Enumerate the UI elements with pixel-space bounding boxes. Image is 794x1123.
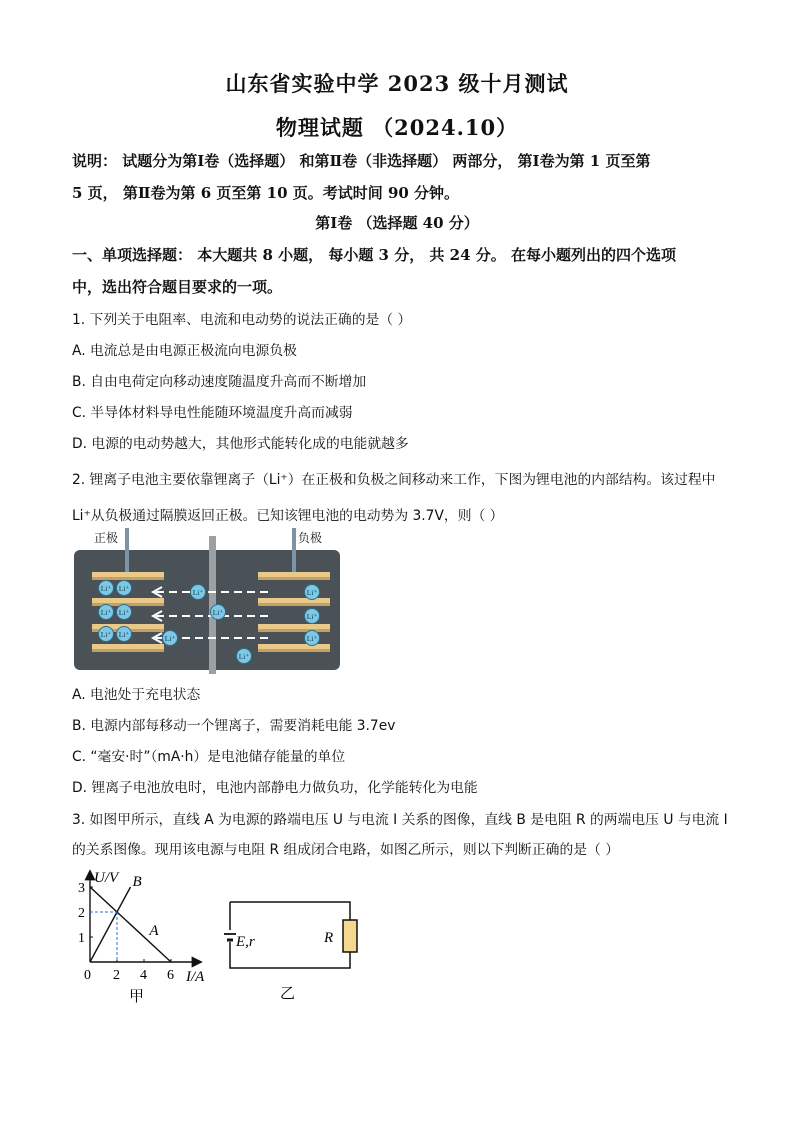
lithium-ion — [163, 631, 178, 646]
lithium-ion — [117, 605, 132, 620]
intro-line-2: 5 页， 第Ⅱ卷为第 6 页至第 10 页。考试时间 90 分钟。 — [72, 184, 460, 202]
source-label: E,r — [236, 934, 255, 950]
lithium-ion — [305, 585, 320, 600]
question-2-option-c: C. “毫安·时”（mA·h）是电池储存能量的单位 — [72, 749, 346, 765]
lithium-ion-label: Li⁺ — [212, 608, 224, 617]
x-axis-label: I/A — [186, 969, 205, 985]
question-1-option-d: D. 电源的电动势越大，其他形式能转化成的电能就越多 — [72, 436, 409, 452]
lithium-ion — [117, 581, 132, 596]
positive-electrode-label: 正极 — [94, 531, 119, 545]
graph-caption: 甲 — [129, 989, 145, 1004]
y-axis-label: U/V — [94, 870, 119, 886]
lithium-ion-label: Li⁺ — [100, 630, 112, 639]
lithium-ion — [211, 605, 226, 620]
lithium-ion-label: Li⁺ — [100, 584, 112, 593]
lithium-ion — [117, 627, 132, 642]
question-2-option-d: D. 锂离子电池放电时，电池内部静电力做负功，化学能转化为电能 — [72, 780, 478, 796]
lithium-ion — [99, 605, 114, 620]
part-heading-line-2: 中，选出符合题目要求的一项。 — [72, 278, 283, 296]
lithium-ion — [191, 585, 206, 600]
circuit-caption: 乙 — [280, 986, 296, 1002]
question-3-stem-line-2: 的关系图像。现用该电源与电阻 R 组成闭合电路，如图乙所示，则以下判断正确的是（ ） — [72, 842, 620, 858]
line-a-label: A — [149, 922, 159, 939]
question-1-option-c: C. 半导体材料导电性能随环境温度升高而减弱 — [72, 405, 353, 421]
lithium-ion — [99, 581, 114, 596]
lithium-ion — [99, 627, 114, 642]
y-tick-label: 2 — [78, 906, 85, 921]
lithium-ion-label: Li⁺ — [238, 652, 250, 661]
section-heading: 第Ⅰ卷 （选择题 40 分） — [315, 214, 479, 232]
resistor-label: R — [324, 930, 334, 946]
lithium-ion-label: Li⁺ — [306, 588, 318, 597]
lithium-ion-label: Li⁺ — [164, 634, 176, 643]
part-heading-line-1: 一、单项选择题： 本大题共 8 小题， 每小题 3 分， 共 24 分。 在每小题列出的四个选项 — [72, 246, 676, 264]
x-tick-label: 0 — [84, 968, 91, 983]
lithium-ion-label: Li⁺ — [100, 608, 112, 617]
lithium-ion — [237, 649, 252, 664]
lithium-ion-label: Li⁺ — [118, 584, 130, 593]
lithium-ion-label: Li⁺ — [306, 634, 318, 643]
lithium-ion — [305, 631, 320, 646]
exam-title: 山东省实验中学 2023 级十月测试 — [225, 71, 569, 96]
question-1-stem: 1. 下列关于电阻率、电流和电动势的说法正确的是（ ） — [72, 312, 412, 328]
resistor-r — [343, 920, 357, 952]
x-tick-label: 2 — [113, 968, 120, 983]
question-1-option-a: A. 电流总是由电源正极流向电源负极 — [72, 343, 297, 359]
negative-electrode-label: 负极 — [298, 531, 323, 545]
lithium-ion-label: Li⁺ — [118, 630, 130, 639]
battery-structure-figure — [72, 528, 344, 674]
question-2-option-a: A. 电池处于充电状态 — [72, 687, 201, 703]
question-1-option-b: B. 自由电荷定向移动速度随温度升高而不断增加 — [72, 374, 367, 390]
lithium-ion-label: Li⁺ — [192, 588, 204, 597]
line-b-label: B — [132, 874, 142, 890]
circuit-figure — [220, 890, 360, 1002]
y-tick-label: 1 — [78, 931, 85, 946]
question-2-stem-line-1: 2. 锂离子电池主要依靠锂离子（Li⁺）在正极和负极之间移动来工作，下图为锂电池的内部结构。该过程中 — [72, 472, 716, 488]
x-tick-label: 4 — [140, 968, 147, 983]
exam-subtitle: 物理试题 （2024.10） — [275, 115, 519, 140]
intro-line-1: 说明： 试题分为第Ⅰ卷（选择题） 和第Ⅱ卷（非选择题） 两部分， 第Ⅰ卷为第 1 页至第 — [72, 152, 651, 170]
series-line-b — [90, 887, 131, 962]
y-tick-label: 3 — [78, 881, 85, 896]
lithium-ion-label: Li⁺ — [118, 608, 130, 617]
ui-graph-figure — [70, 864, 220, 1004]
lithium-ion — [305, 609, 320, 624]
question-2-stem-line-2: Li⁺从负极通过隔膜返回正极。已知该锂电池的电动势为 3.7V，则（ ） — [72, 508, 504, 524]
lithium-ion-label: Li⁺ — [306, 612, 318, 621]
series-line-a — [90, 887, 171, 962]
graph-marks — [78, 874, 174, 983]
x-tick-label: 6 — [167, 968, 174, 983]
question-2-option-b: B. 电源内部每移动一个锂离子，需要消耗电能 3.7ev — [72, 718, 396, 734]
question-3-stem-line-1: 3. 如图甲所示，直线 A 为电源的路端电压 U 与电流 I 关系的图像，直线 B 是电阻 R 的两端电压 U 与电流 I — [72, 812, 728, 828]
